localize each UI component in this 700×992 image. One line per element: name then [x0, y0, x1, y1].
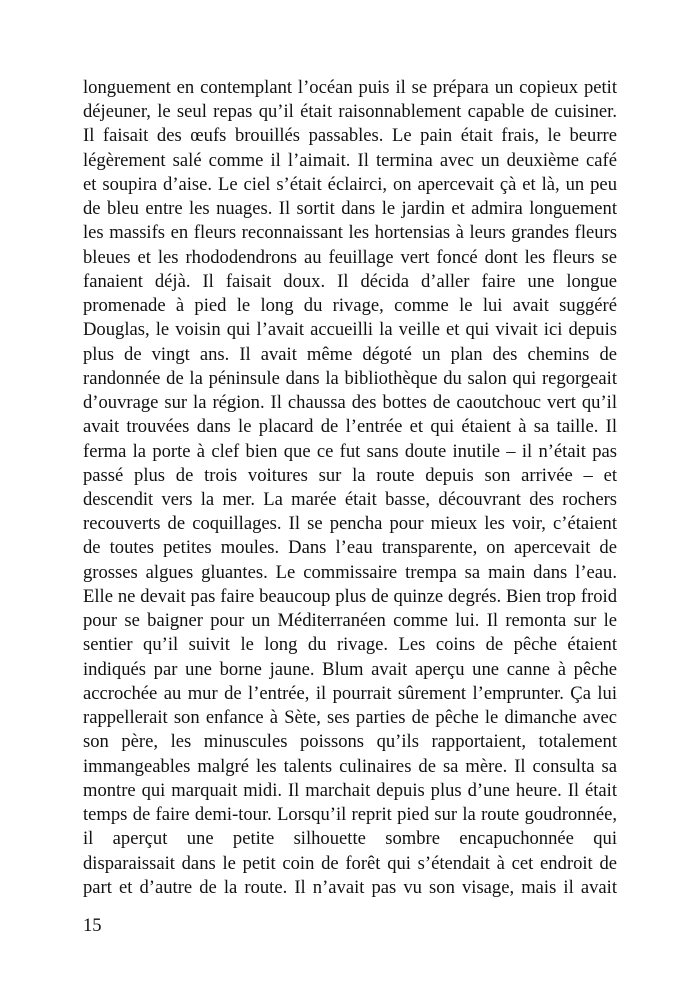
- text-line: indiqués par une borne jaune. Blum avait aperçu une canne à pêche: [83, 658, 617, 680]
- text-line: immangeables malgré les talents culinaires de sa mère. Il consulta sa: [83, 755, 617, 777]
- text-line: de bleu entre les nuages. Il sortit dans le jardin et admira longuement: [83, 198, 617, 220]
- text-line: part et d’autre de la route. Il n’avait pas vu son visage, mais il avait: [83, 876, 617, 898]
- text-line: pour se baigner pour un Méditerranéen comme lui. Il remonta sur le: [83, 610, 617, 632]
- page-number: 15: [83, 915, 102, 936]
- text-line: déjeuner, le seul repas qu’il était raisonnablement capable de cuisiner.: [83, 101, 617, 123]
- text-line: promenade à pied le long du rivage, comme le lui avait suggéré: [83, 295, 617, 317]
- text-line: recouverts de coquillages. Il se pencha pour mieux les voir, c’étaient: [83, 513, 617, 535]
- text-line: descendit vers la mer. La marée était basse, découvrant des rochers: [83, 488, 617, 510]
- text-line: Il faisait des œufs brouillés passables. Le pain était frais, le beurre: [83, 125, 617, 147]
- text-line: avait trouvées dans le placard de l’entrée et qui étaient à sa taille. Il: [83, 416, 617, 438]
- text-line: sentier qu’il suivit le long du rivage. Les coins de pêche étaient: [83, 634, 617, 656]
- text-line: temps de faire demi-tour. Lorsqu’il reprit pied sur la route goudronnée,: [83, 804, 617, 826]
- text-line: son père, les minuscules poissons qu’ils rapportaient, totalement: [83, 731, 617, 753]
- text-line: passé plus de trois voitures sur la route depuis son arrivée – et: [83, 464, 617, 486]
- text-line: et soupira d’aise. Le ciel s’était éclairci, on apercevait çà et là, un peu: [83, 173, 617, 195]
- text-line: de toutes petites moules. Dans l’eau transparente, on apercevait de: [83, 537, 617, 559]
- text-line: légèrement salé comme il l’aimait. Il termina avec un deuxième café: [83, 149, 617, 171]
- text-line: accrochée au mur de l’entrée, il pourrait sûrement l’emprunter. Ça lui: [83, 682, 617, 704]
- text-line: montre qui marquait midi. Il marchait depuis plus d’une heure. Il était: [83, 779, 617, 801]
- text-line: rappellerait son enfance à Sète, ses parties de pêche le dimanche avec: [83, 707, 617, 729]
- text-line: fanaient déjà. Il faisait doux. Il décida d’aller faire une longue: [83, 270, 617, 292]
- text-line: ferma la porte à clef bien que ce fut sans doute inutile – il n’était pas: [83, 440, 617, 462]
- text-line: il aperçut une petite silhouette sombre encapuchonnée qui: [83, 828, 617, 850]
- text-line: d’ouvrage sur la région. Il chaussa des bottes de caoutchouc vert qu’il: [83, 392, 617, 414]
- text-line: Elle ne devait pas faire beaucoup plus de quinze degrés. Bien trop froid: [83, 585, 617, 607]
- text-line: randonnée de la péninsule dans la bibliothèque du salon qui regorgeait: [83, 367, 617, 389]
- body-text: [83, 76, 617, 900]
- text-line: Douglas, le voisin qui l’avait accueilli la veille et qui vivait ici depuis: [83, 319, 617, 341]
- text-line: les massifs en fleurs reconnaissant les hortensias à leurs grandes fleurs: [83, 222, 617, 244]
- text-line: plus de vingt ans. Il avait même dégoté un plan des chemins de: [83, 343, 617, 365]
- text-line: grosses algues gluantes. Le commissaire trempa sa main dans l’eau.: [83, 561, 617, 583]
- text-line: disparaissait dans le petit coin de forêt qui s’étendait à cet endroit de: [83, 852, 617, 874]
- text-line: bleues et les rhododendrons au feuillage vert foncé dont les fleurs se: [83, 246, 617, 268]
- text-line: longuement en contemplant l’océan puis il se prépara un copieux petit: [83, 77, 617, 98]
